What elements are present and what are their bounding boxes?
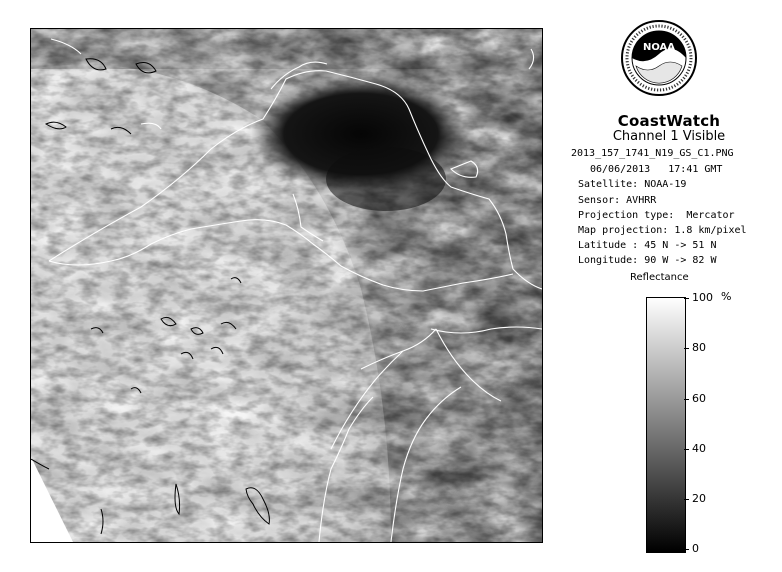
brand-title: CoastWatch bbox=[617, 112, 721, 130]
projection-type-label: Projection type: Mercator bbox=[578, 210, 735, 221]
clear-lake-area-south bbox=[326, 147, 446, 211]
longitude-range: Longitude: 90 W -> 82 W bbox=[578, 255, 717, 266]
colorbar-tick-label: 100 bbox=[692, 291, 713, 304]
colorbar-tick-label: 0 bbox=[692, 542, 699, 555]
colorbar-tick bbox=[684, 499, 689, 500]
file-name: 2013_157_1741_N19_GS_C1.PNG bbox=[571, 148, 734, 159]
colorbar-tick bbox=[684, 298, 689, 299]
colorbar-tick bbox=[684, 549, 689, 550]
colorbar-tick-label: 80 bbox=[692, 341, 706, 354]
legend-unit: % bbox=[721, 290, 732, 303]
channel-name: Channel 1 Visible bbox=[612, 129, 726, 144]
colorbar-tick bbox=[684, 348, 689, 349]
colorbar-tick bbox=[684, 449, 689, 450]
map-projection-label: Map projection: 1.8 km/pixel bbox=[578, 225, 747, 236]
satellite-image-panel bbox=[30, 28, 543, 543]
legend-title: Reflectance bbox=[630, 272, 689, 283]
svg-text:NOAA: NOAA bbox=[642, 42, 676, 53]
colorbar-tick-label: 60 bbox=[692, 392, 706, 405]
noaa-seal-icon bbox=[620, 14, 698, 110]
satellite-map bbox=[31, 29, 542, 542]
acquisition-datetime: 06/06/2013 17:41 GMT bbox=[590, 164, 723, 175]
colorbar-tick bbox=[684, 399, 689, 400]
colorbar-tick-label: 40 bbox=[692, 442, 706, 455]
satellite-label: Satellite: NOAA-19 bbox=[578, 179, 687, 190]
reflectance-colorbar bbox=[646, 297, 686, 553]
colorbar-tick-label: 20 bbox=[692, 492, 706, 505]
latitude-range: Latitude : 45 N -> 51 N bbox=[578, 240, 717, 251]
sensor-label: Sensor: AVHRR bbox=[578, 195, 657, 206]
noaa-logo bbox=[620, 14, 698, 110]
